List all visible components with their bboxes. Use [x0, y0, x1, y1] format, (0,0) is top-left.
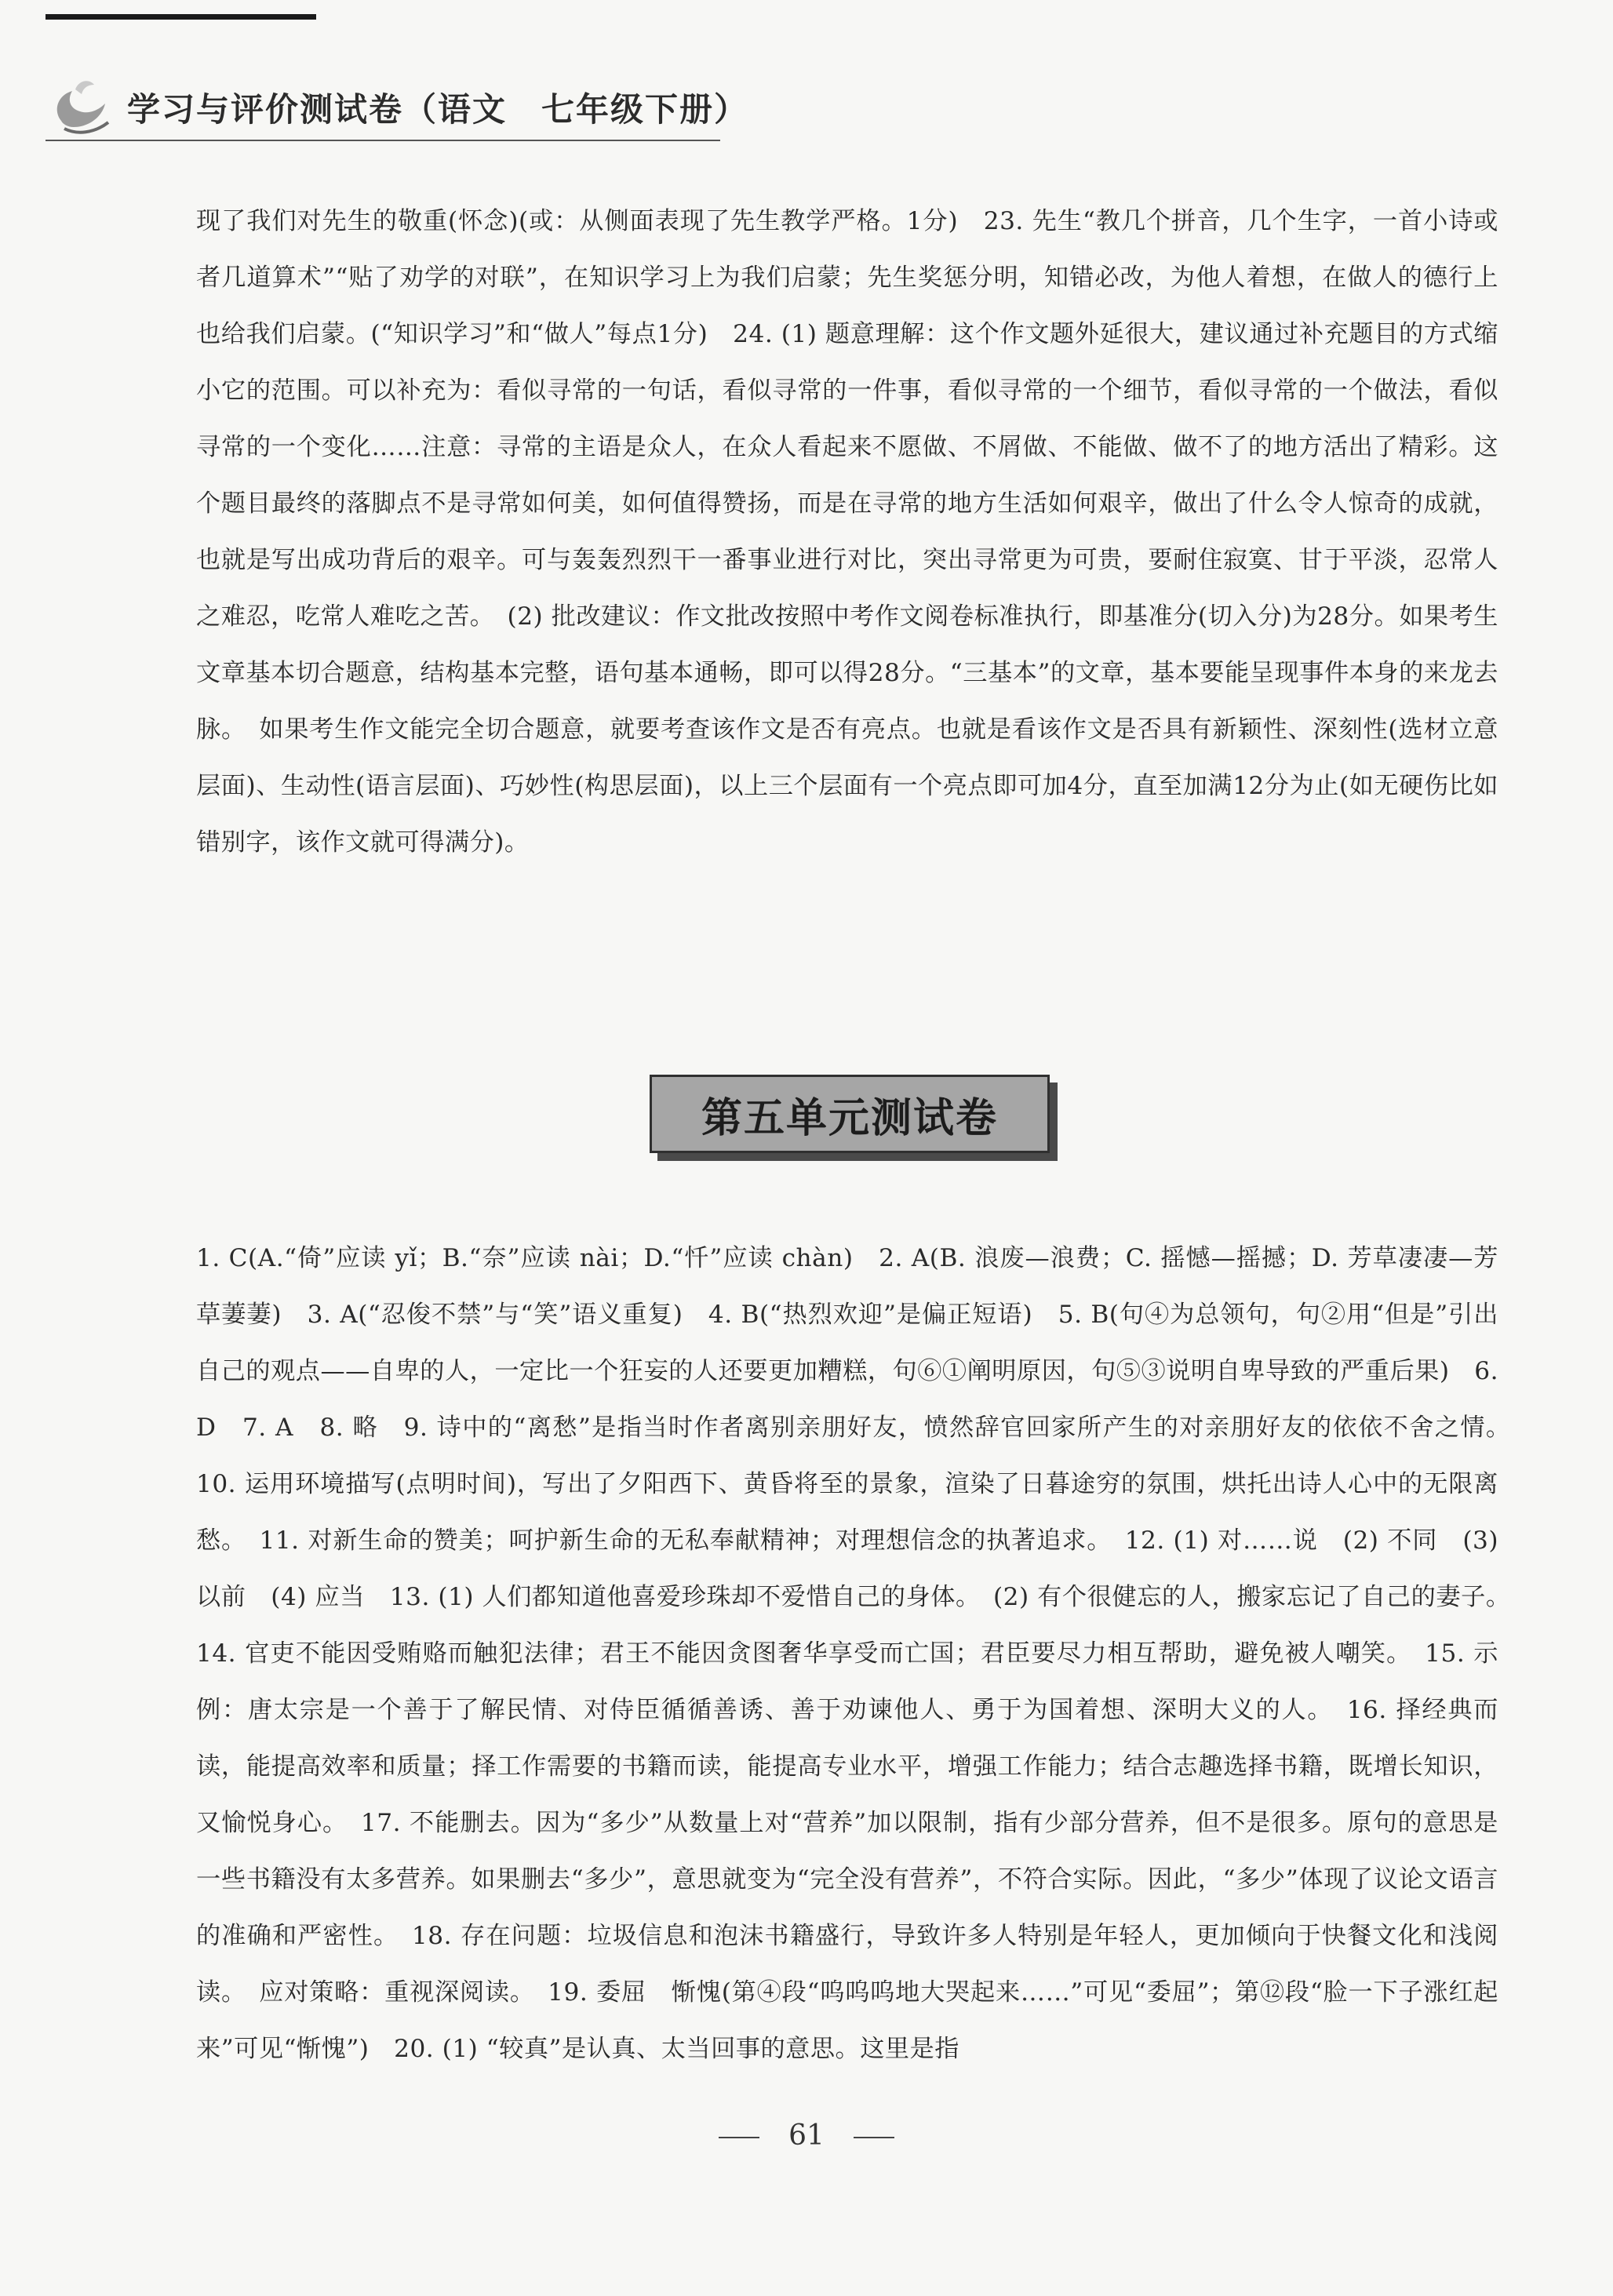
previous-unit-answers: 现了我们对先生的敬重(怀念)(或：从侧面表现了先生教学严格。1分) 23. 先生“教几个拼音，几个生字，一首小诗或者几道算术”“贴了劝学的对联”，在知识学习上为我们启蒙；先生奖惩分明，知错必改，为他人着想，在做人的德行上也给我们启蒙。(“知识学习”和“做人”每点1分) 24. (1) 题意理解：这个作文题外延很大，建议通过补充题目的方式缩小它的范围。可以补充为：看似寻常的一句话，看似寻常的一件事，看似寻常的一个细节，看似寻常的一个做法，看似寻常的一个变化……注意：寻常的主语是众人，在众人看起来不愿做、不屑做、不能做、做不了的地方活出了精彩。这个题目最终的落脚点不是寻常如何美，如何值得赞扬，而是在寻常的地方生活如何艰辛，做出了什么令人惊奇的成就，也就是写出成功背后的艰辛。可与轰轰烈烈干一番事业进行对比，突出寻常更为可贵，要耐住寂寞、甘于平淡，忍常人之难忍，吃常人难吃之苦。 (2) 批改建议：作文批改按照中考作文阅卷标准执行，即基准分(切入分)为28分。如果考生文章基本切合题意，结构基本完整，语句基本通畅，即可以得28分。“三基本”的文章，基本要能呈现事件本身的来龙去脉。 如果考生作文能完全切合题意，就要考查该作文是否有亮点。也就是看该作文是否具有新颖性、深刻性(选材立意层面)、生动性(语言层面)、巧妙性(构思层面)，以上三个层面有一个亮点即可加4分，直至加满12分为止(如无硬伤比如错别字，该作文就可得满分)。: [196, 207, 1498, 857]
page-footer: [0, 2120, 1613, 2152]
unit-heading-title: 第五单元测试卷: [701, 1094, 998, 1142]
footer-dash-right: [854, 2137, 894, 2138]
top-decorative-bar: [46, 14, 316, 20]
unit5-answers: 1. C(A.“倚”应读 yǐ；B.“奈”应读 nài；D.“忏”应读 chàn) 2. A(B. 浪废—浪费；C. 摇憾—摇撼；D. 芳草凄凄—芳草萋萋) 3. A(“忍俊不禁”与“笑”语义重复) 4. B(“热烈欢迎”是偏正短语) 5. B(句④为总领句，句②用“但是”引出自己的观点——自卑的人，一定比一个狂妄的人还要更加糟糕，句⑥①阐明原因，句⑤③说明自卑导致的严重后果) 6. D 7. A 8. 略 9. 诗中的“离愁”是指当时作者离别亲朋好友，愤然辞官回家所产生的对亲朋好友的依依不舍之情。 10. 运用环境描写(点明时间)，写出了夕阳西下、黄昏将至的景象，渲染了日暮途穷的氛围，烘托出诗人心中的无限离愁。 11. 对新生命的赞美；呵护新生命的无私奉献精神；对理想信念的执著追求。 12. (1) 对……说 (2) 不同 (3) 以前 (4) 应当 13. (1) 人们都知道他喜爱珍珠却不爱惜自己的身体。 (2) 有个很健忘的人，搬家忘记了自己的妻子。 14. 官吏不能因受贿赂而触犯法律；君王不能因贪图奢华享受而亡国；君臣要尽力相互帮助，避免被人嘲笑。 15. 示例：唐太宗是一个善于了解民情、对侍臣循循善诱、善于劝谏他人、勇于为国着想、深明大义的人。 16. 择经典而读，能提高效率和质量；择工作需要的书籍而读，能提高专业水平，增强工作能力；结合志趣选择书籍，既增长知识，又愉悦身心。 17. 不能删去。因为“多少”从数量上对“营养”加以限制，指有少部分营养，但不是很多。原句的意思是一些书籍没有太多营养。如果删去“多少”，意思就变为“完全没有营养”，不符合实际。因此，“多少”体现了议论文语言的准确和严密性。 18. 存在问题：垃圾信息和泡沫书籍盛行，导致许多人特别是年轻人，更加倾向于快餐文化和浅阅读。 应对策略：重视深阅读。 19. 委屈 惭愧(第④段“呜呜呜地大哭起来……”可见“委屈”；第⑫段“脸一下子涨红起来”可见“惭愧”) 20. (1) “较真”是认真、太当回事的意思。这里是指: [196, 1244, 1524, 2063]
page-number: 61: [788, 2120, 825, 2152]
header-divider: [46, 140, 720, 141]
unit-heading-box: [650, 1075, 1050, 1153]
page-header: [46, 72, 748, 143]
footer-dash-left: [719, 2137, 759, 2138]
swan-logo-icon: [46, 72, 116, 143]
header-title: 学习与评价测试卷（语文 七年级下册）: [127, 90, 749, 129]
